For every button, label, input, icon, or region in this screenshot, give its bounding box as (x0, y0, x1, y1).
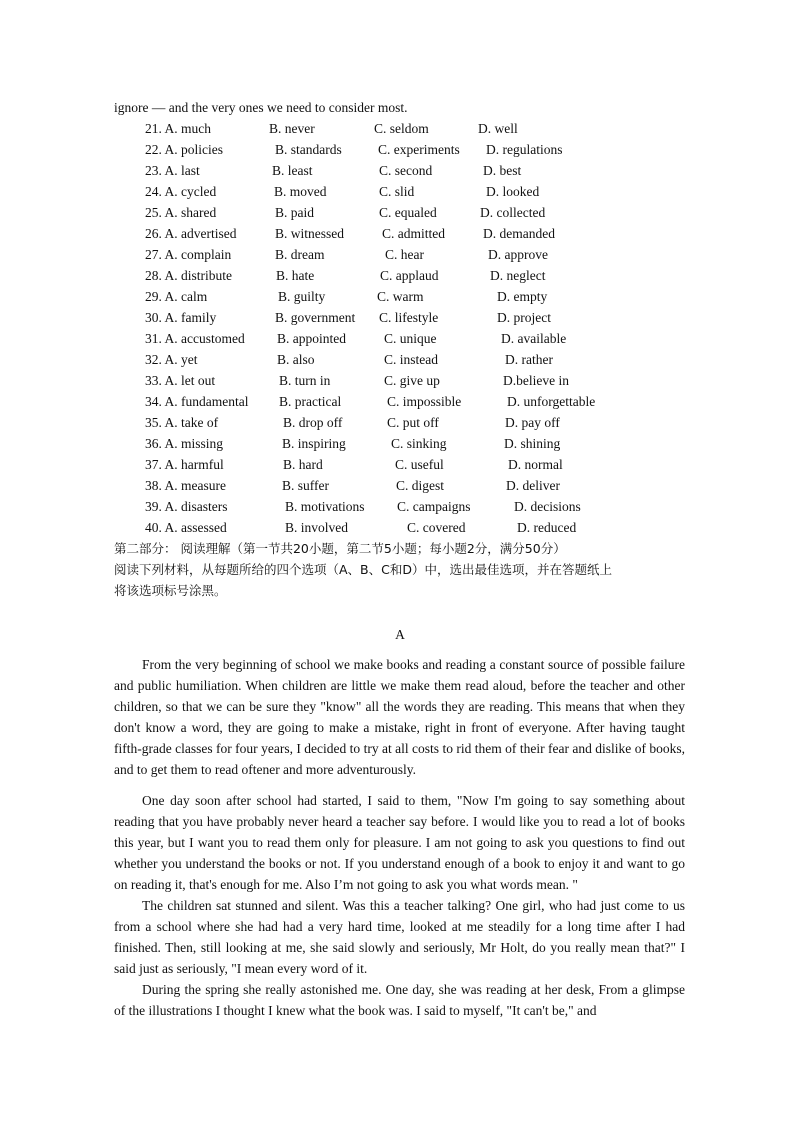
option-d: D. normal (508, 457, 563, 472)
option-c: C. impossible (387, 394, 462, 409)
option-d: D. reduced (517, 520, 577, 535)
option-b: B. government (275, 310, 356, 325)
option-c: C. hear (385, 247, 424, 262)
passage-paragraph-4: During the spring she really astonished me. One day, she was reading at her desk, From a glimpse of the illustrations I thought I knew what the book was. I said to myself, "It can't be," and (114, 982, 685, 1018)
option-b: B. practical (279, 394, 342, 409)
option-c: C. lifestyle (379, 310, 439, 325)
option-c: C. experiments (378, 142, 460, 157)
option-d: D. regulations (486, 142, 563, 157)
option-b: B. drop off (283, 415, 343, 430)
option-c: C. admitted (382, 226, 445, 241)
option-a: 32. A. yet (145, 352, 198, 367)
option-c: C. campaigns (397, 499, 471, 514)
option-a: 31. A. accustomed (145, 331, 245, 346)
option-c: C. give up (384, 373, 440, 388)
option-c: C. sinking (391, 436, 447, 451)
option-a: 39. A. disasters (145, 499, 228, 514)
option-b: B. never (269, 121, 315, 136)
option-a: 22. A. policies (145, 142, 223, 157)
option-a: 30. A. family (145, 310, 217, 325)
option-a: 24. A. cycled (145, 184, 217, 199)
option-c: C. second (379, 163, 433, 178)
option-c: C. digest (396, 478, 445, 493)
option-c: C. put off (387, 415, 439, 430)
option-d: D. empty (497, 289, 548, 304)
option-d: D. demanded (483, 226, 555, 241)
option-a: 28. A. distribute (145, 268, 232, 283)
section-instruction-line-1: 阅读下列材料，从每题所给的四个选项（A、B、C和D）中，选出最佳选项，并在答题纸上 (114, 562, 612, 577)
option-a: 29. A. calm (145, 289, 208, 304)
option-b: B. also (277, 352, 315, 367)
option-b: B. involved (285, 520, 348, 535)
option-d: D. deliver (506, 478, 560, 493)
option-c: C. useful (395, 457, 444, 472)
option-d: D. project (497, 310, 551, 325)
option-c: C. warm (377, 289, 424, 304)
option-b: B. least (272, 163, 313, 178)
intro-line: ignore — and the very ones we need to consider most. (114, 100, 408, 115)
option-b: B. turn in (279, 373, 331, 388)
option-d: D. shining (504, 436, 561, 451)
option-d: D. decisions (514, 499, 581, 514)
option-b: B. appointed (277, 331, 346, 346)
option-d: D. collected (480, 205, 546, 220)
option-b: B. dream (275, 247, 325, 262)
option-a: 37. A. harmful (145, 457, 224, 472)
option-d: D. pay off (505, 415, 560, 430)
option-b: B. guilty (278, 289, 326, 304)
passage-paragraph-3: The children sat stunned and silent. Was this a teacher talking? One girl, who had just come to us from a school where she had had a very hard time, looked at me steadily for a long time after I had finished. Then, still looking at me, she said slowly and seriously, Mr Holt, do you really mean that?" I said just as seriously, "I mean every word of it. (114, 898, 685, 976)
option-a: 25. A. shared (145, 205, 217, 220)
option-c: C. covered (407, 520, 466, 535)
option-b: B. moved (274, 184, 327, 199)
option-b: B. motivations (285, 499, 365, 514)
option-a: 27. A. complain (145, 247, 232, 262)
option-b: B. hate (276, 268, 315, 283)
passage-paragraph-2: One day soon after school had started, I said to them, "Now I'm going to say something about reading that you have probably never heard a teacher say before. I would like you to read a lot of books this year, but I want you to read them only for pleasure. I am not going to ask you questions to find out whether you understand the books or not. If you understand enough of a book to enjoy it and want to go on reading it, that's enough for me. Also I’m not going to ask you what words mean. " (114, 793, 685, 892)
option-a: 34. A. fundamental (145, 394, 249, 409)
option-a: 35. A. take of (145, 415, 219, 430)
option-a: 40. A. assessed (145, 520, 227, 535)
passage-title: A (395, 627, 405, 642)
option-b: B. suffer (282, 478, 329, 493)
option-d: D. unforgettable (507, 394, 596, 409)
option-a: 33. A. let out (145, 373, 216, 388)
option-b: B. hard (283, 457, 323, 472)
option-c: C. instead (384, 352, 438, 367)
option-c: C. slid (379, 184, 415, 199)
option-d: D. rather (505, 352, 553, 367)
option-c: C. equaled (379, 205, 437, 220)
option-b: B. paid (275, 205, 314, 220)
option-c: C. applaud (380, 268, 439, 283)
option-a: 23. A. last (145, 163, 200, 178)
option-a: 38. A. measure (145, 478, 226, 493)
option-a: 21. A. much (145, 121, 211, 136)
option-a: 36. A. missing (145, 436, 224, 451)
option-b: B. standards (275, 142, 342, 157)
option-a: 26. A. advertised (145, 226, 237, 241)
option-d: D.believe in (503, 373, 569, 388)
option-d: D. available (501, 331, 567, 346)
option-b: B. witnessed (275, 226, 344, 241)
passage-paragraph-1: From the very beginning of school we make books and reading a constant source of possible failure and public humiliation. When children are little we make them read aloud, before the teacher and other children, so that we can be sure they "know" all the words they are reading. This means that when they don't know a word, they are going to make a mistake, right in front of everyone. After having taught fifth-grade classes for four years, I decided to try at all costs to rid them of their fear and dislike of books, and to get them to read oftener and more adventurously. (114, 657, 685, 777)
section-heading: 第二部分： 阅读理解（第一节共20小题，第二节5小题；每小题2分，满分50分） (114, 541, 566, 556)
option-d: D. well (478, 121, 518, 136)
option-d: D. best (483, 163, 522, 178)
option-b: B. inspiring (282, 436, 346, 451)
option-d: D. neglect (490, 268, 546, 283)
option-c: C. seldom (374, 121, 429, 136)
option-c: C. unique (384, 331, 437, 346)
option-d: D. approve (488, 247, 548, 262)
section-instruction-line-2: 将该选项标号涂黑。 (114, 583, 227, 598)
option-d: D. looked (486, 184, 540, 199)
